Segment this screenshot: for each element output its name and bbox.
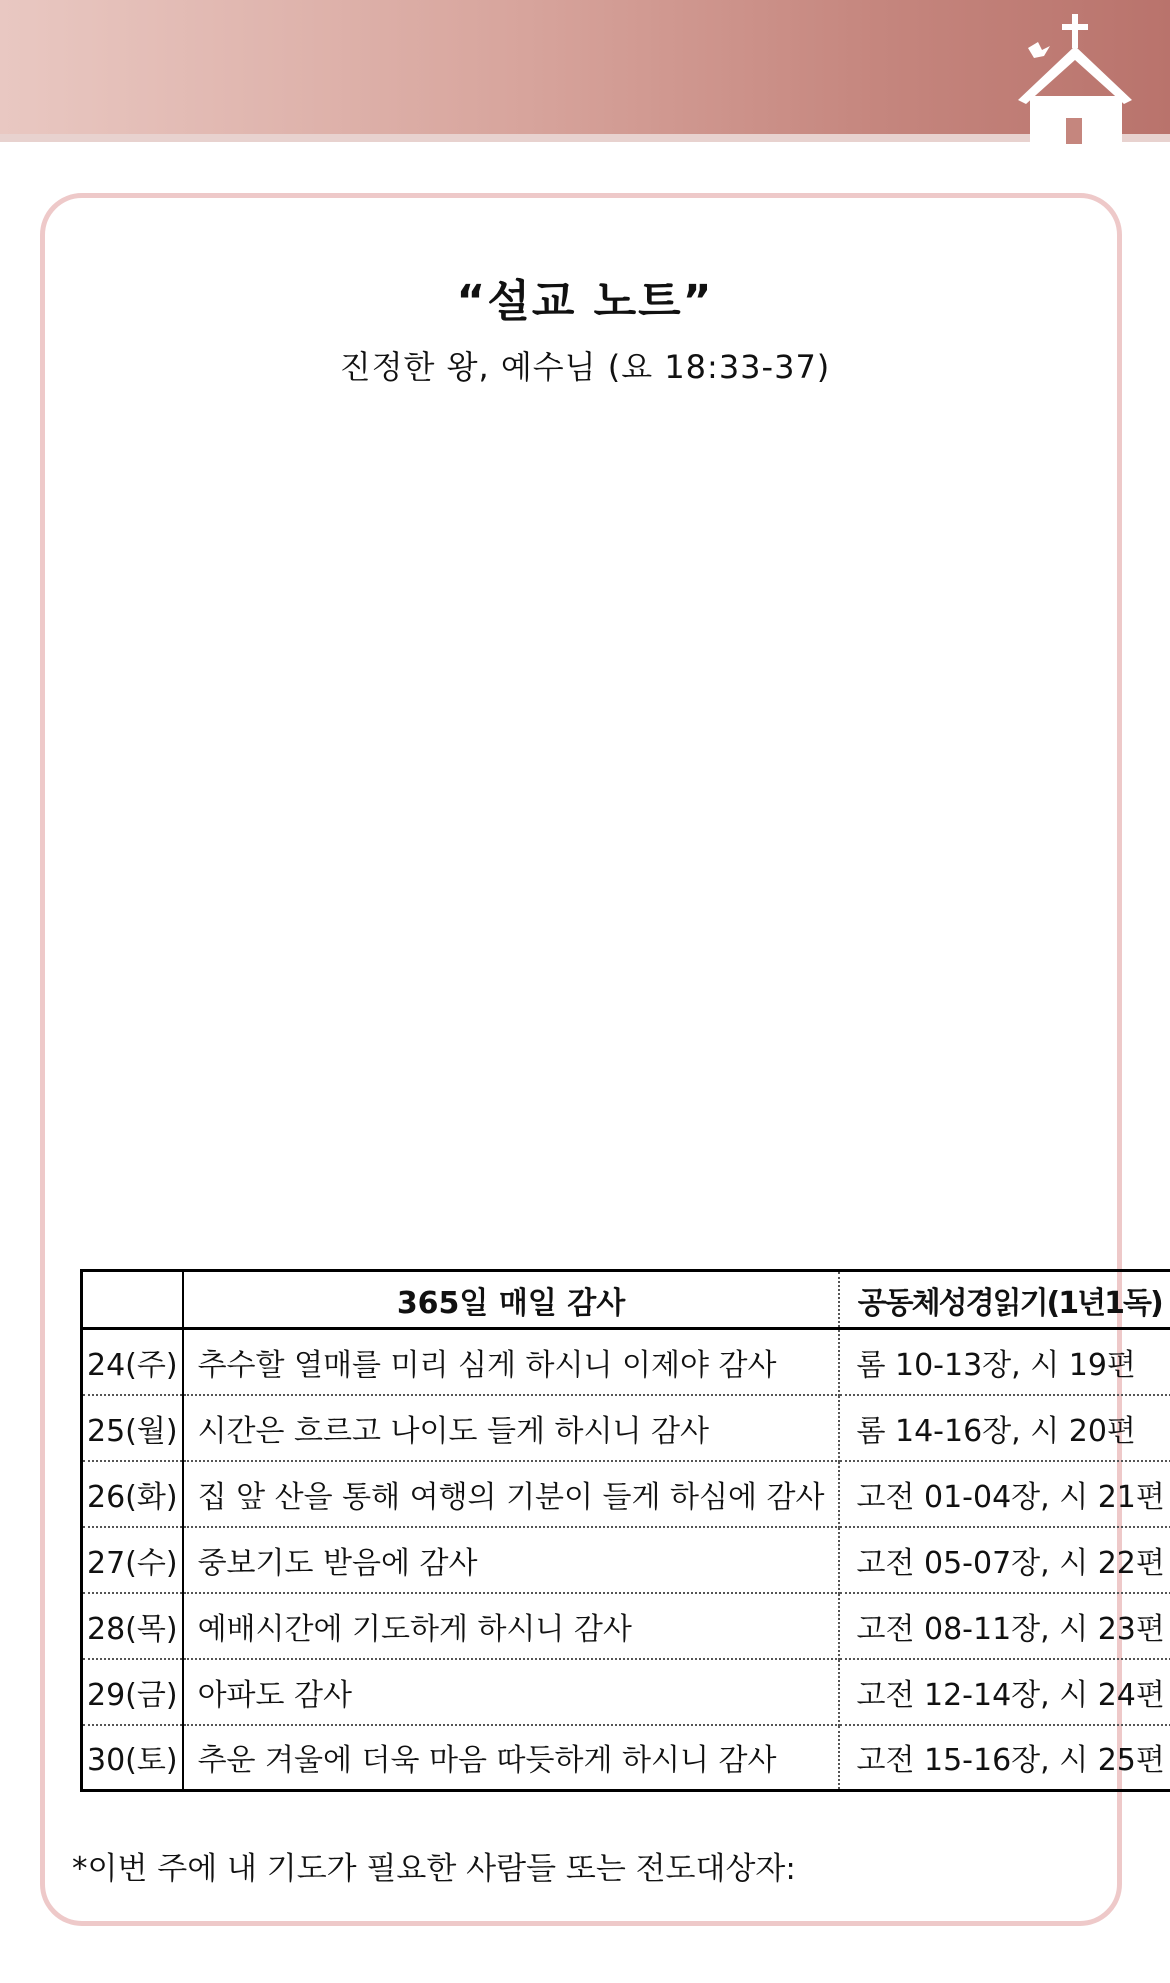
row-reading: 고전 15-16장, 시 25편 bbox=[856, 1743, 1165, 1779]
row-gratitude: 추운 겨울에 더욱 마음 따듯하게 하시니 감사 bbox=[183, 1725, 840, 1791]
row-date: 28(목) bbox=[82, 1593, 183, 1659]
table-row bbox=[82, 1725, 1170, 1791]
row-reading: 고전 05-07장, 시 22편 bbox=[839, 1527, 1170, 1593]
row-reading: 고전 01-04장, 시 21편 bbox=[839, 1461, 1170, 1527]
row-date: 24(주) bbox=[82, 1329, 183, 1395]
sermon-subtitle: 진정한 왕, 예수님 (요 18:33-37) bbox=[339, 348, 831, 386]
row-gratitude: 시간은 흐르고 나이도 들게 하시니 감사 bbox=[183, 1395, 840, 1461]
row-reading: 롬 14-16장, 시 20편 bbox=[839, 1395, 1170, 1461]
row-gratitude: 추수할 열매를 미리 심게 하시니 이제야 감사 bbox=[183, 1329, 840, 1395]
header-banner bbox=[0, 0, 1170, 134]
row-reading: 고전 12-14장, 시 24편 bbox=[839, 1659, 1170, 1725]
row-gratitude: 예배시간에 기도하게 하시니 감사 bbox=[183, 1593, 840, 1659]
row-date: 25(월) bbox=[82, 1395, 183, 1461]
header-reading: 공동체성경읽기(1년1독) bbox=[839, 1271, 1170, 1329]
table-row bbox=[82, 1329, 1170, 1395]
prayer-request-note: *이번 주에 내 기도가 필요한 사람들 또는 전도대상자: bbox=[72, 1851, 796, 1887]
sermon-note-title: “설교 노트” bbox=[456, 276, 714, 327]
header-divider bbox=[0, 134, 1170, 142]
row-reading: 롬 10-13장, 시 19편 bbox=[839, 1329, 1170, 1395]
table-row bbox=[82, 1593, 1170, 1659]
header-gratitude: 365일 매일 감사 bbox=[183, 1271, 840, 1329]
row-date: 26(화) bbox=[82, 1461, 183, 1527]
table-row bbox=[82, 1461, 1170, 1527]
row-date: 27(수) bbox=[82, 1527, 183, 1593]
table-row bbox=[82, 1659, 1170, 1725]
row-gratitude: 중보기도 받음에 감사 bbox=[183, 1527, 840, 1593]
row-reading: 고전 08-11장, 시 23편 bbox=[839, 1593, 1170, 1659]
daily-gratitude-table bbox=[80, 1269, 1170, 1792]
church-icon bbox=[998, 8, 1138, 144]
row-gratitude: 집 앞 산을 통해 여행의 기분이 들게 하심에 감사 bbox=[183, 1461, 840, 1527]
row-gratitude: 아파도 감사 bbox=[183, 1659, 840, 1725]
table-row bbox=[82, 1527, 1170, 1593]
row-date: 29(금) bbox=[82, 1659, 183, 1725]
row-date: 30(토) bbox=[82, 1725, 183, 1791]
table-row bbox=[82, 1395, 1170, 1461]
table-header-row bbox=[82, 1271, 1170, 1329]
header-date bbox=[82, 1271, 183, 1329]
